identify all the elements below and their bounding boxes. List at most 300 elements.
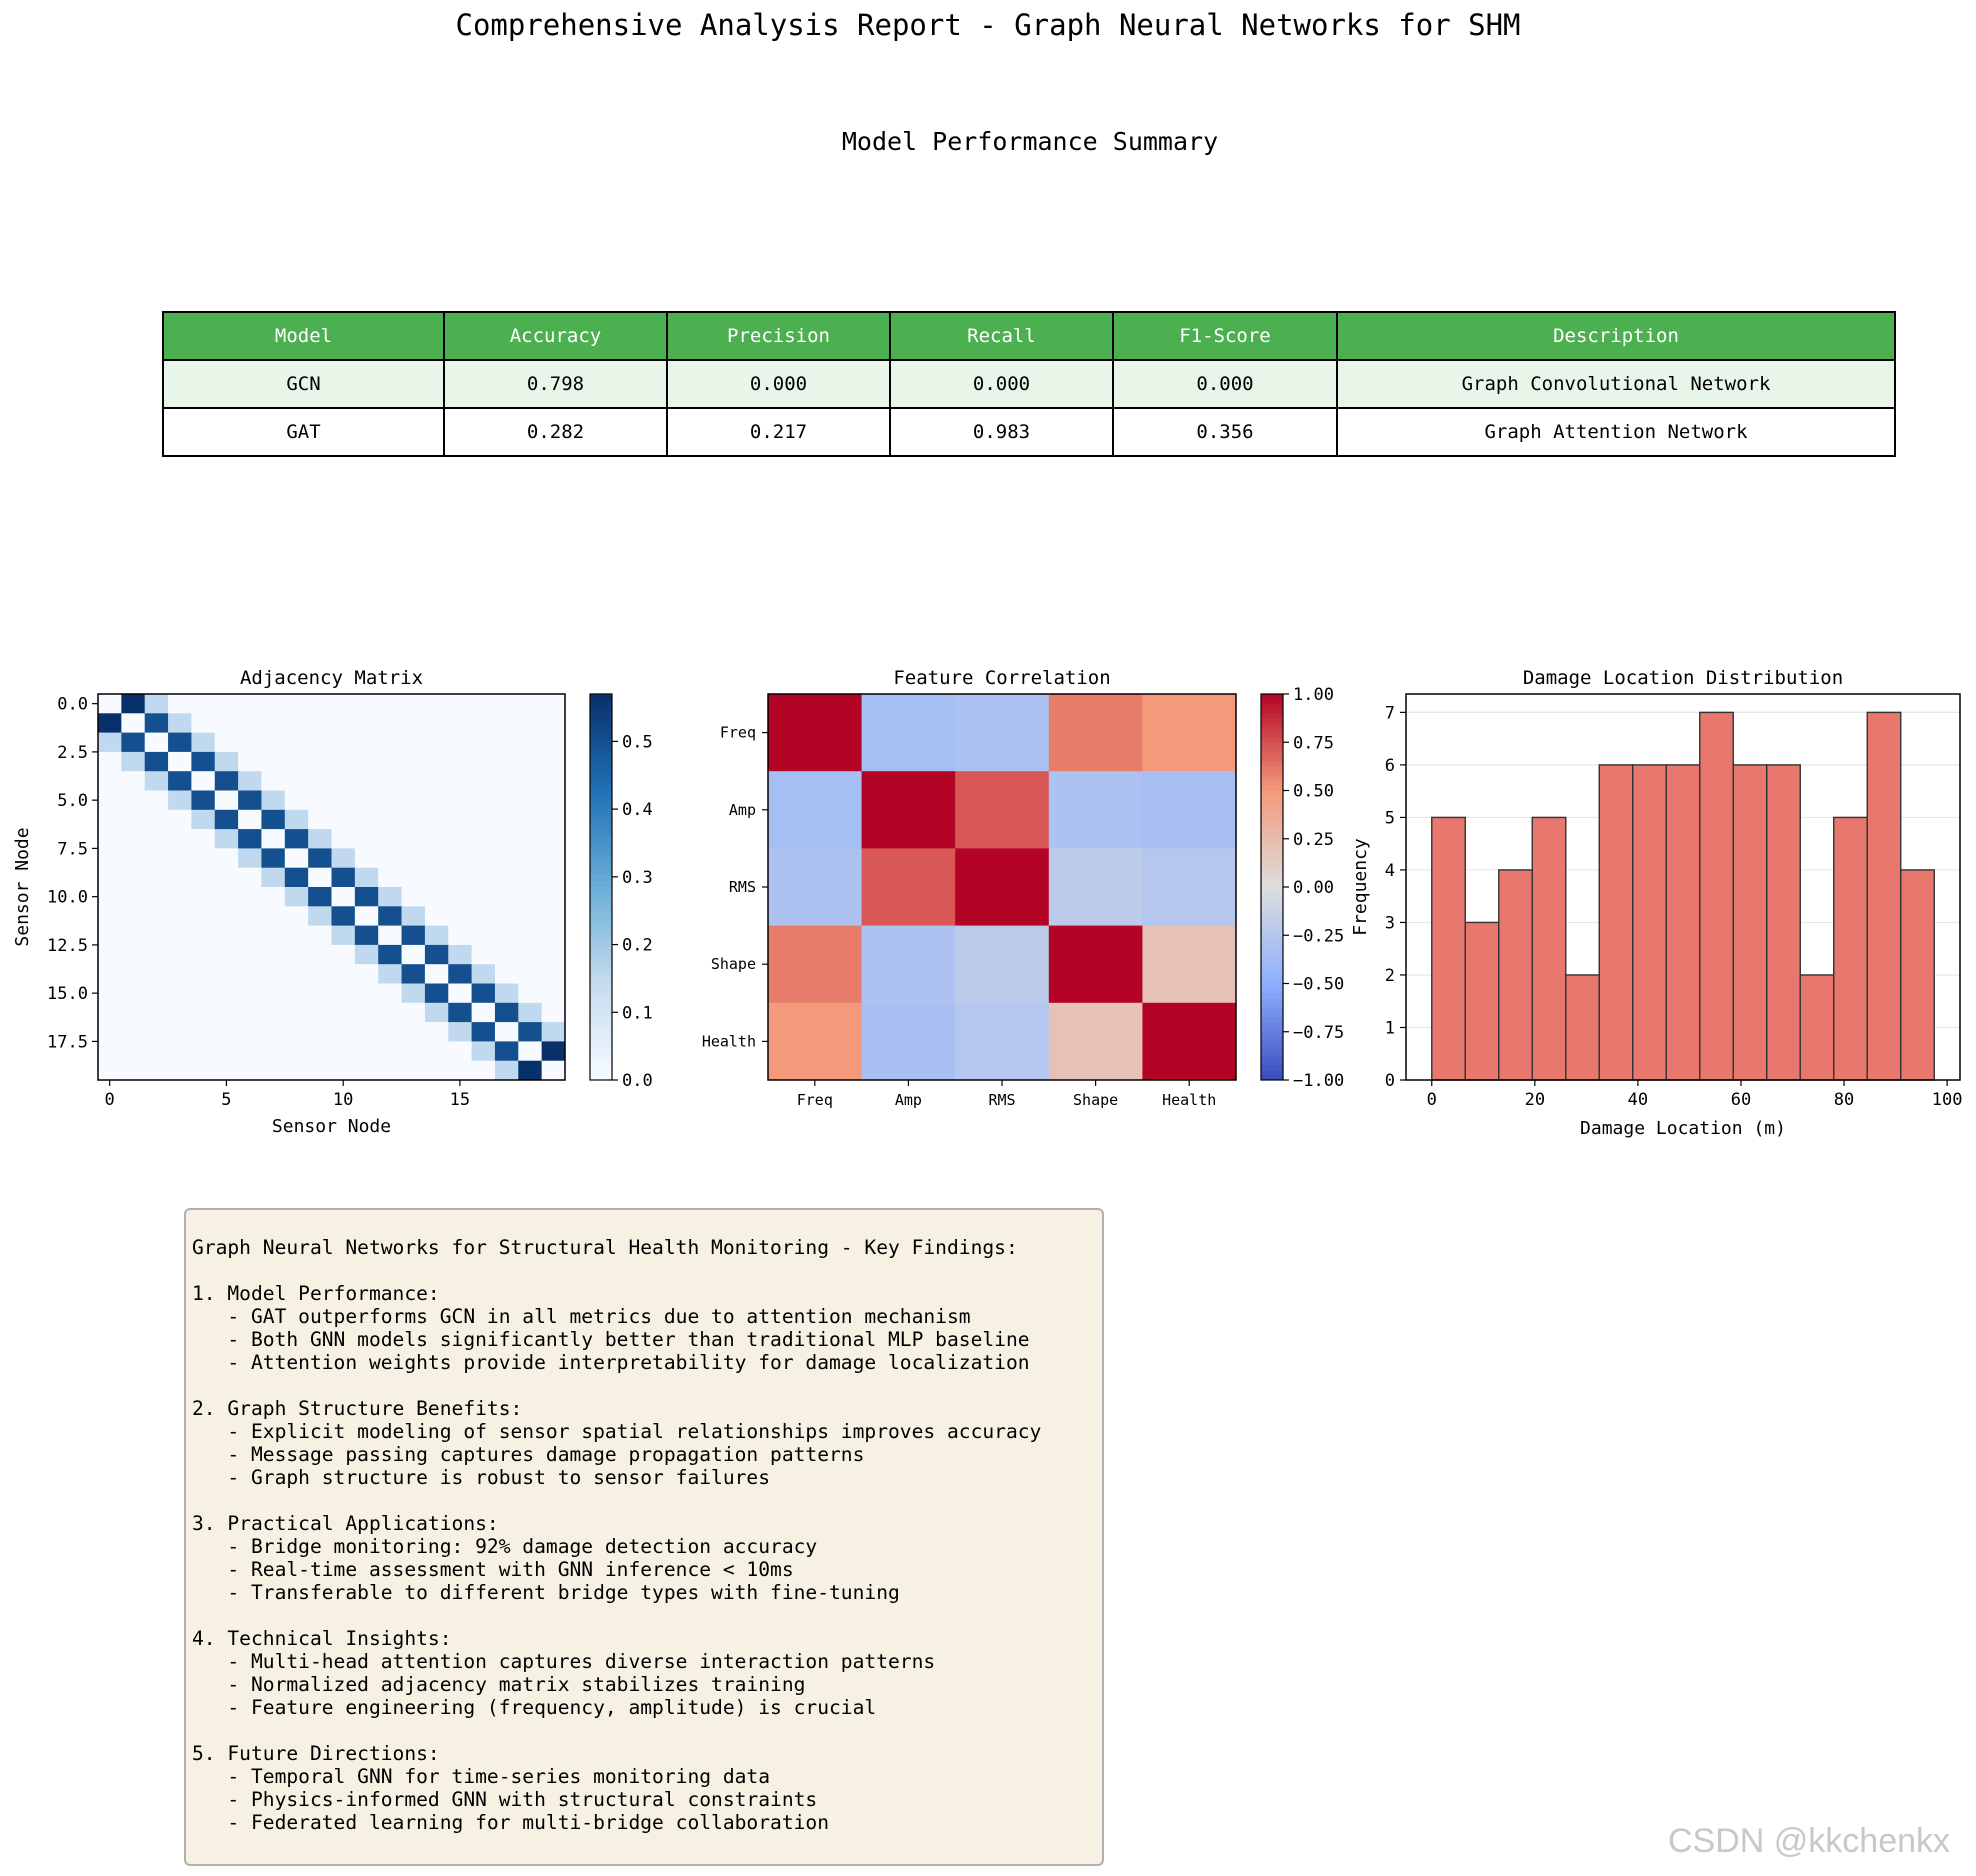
adjacency-cell xyxy=(355,945,379,965)
histogram-x-tick-label: 0 xyxy=(1426,1090,1437,1110)
adjacency-colorbar-segment xyxy=(590,913,612,920)
adjacency-x-label: Sensor Node xyxy=(271,1116,392,1137)
adjacency-cell xyxy=(285,945,309,965)
correlation-cell xyxy=(1142,1003,1236,1081)
adjacency-cell xyxy=(98,791,122,811)
adjacency-cell xyxy=(191,848,215,868)
adjacency-cell xyxy=(472,868,496,888)
adjacency-colorbar-segment xyxy=(590,842,612,849)
adjacency-cell xyxy=(168,1041,192,1061)
correlation-colorbar-segment xyxy=(1261,747,1283,752)
adjacency-cell xyxy=(238,1003,262,1023)
adjacency-colorbar-segment xyxy=(590,932,612,939)
adjacency-cell xyxy=(168,906,192,926)
correlation-cell xyxy=(862,1003,956,1081)
correlation-colorbar-segment xyxy=(1261,1027,1283,1032)
adjacency-cell xyxy=(168,829,192,849)
correlation-colorbar-segment xyxy=(1261,829,1283,834)
adjacency-cell xyxy=(145,848,169,868)
adjacency-cell xyxy=(285,771,309,791)
header-recall: Recall xyxy=(890,312,1113,360)
adjacency-cell xyxy=(168,848,192,868)
adjacency-colorbar-segment xyxy=(590,1003,612,1010)
histogram-x-tick-label: 40 xyxy=(1627,1090,1649,1110)
adjacency-colorbar-segment xyxy=(590,900,612,907)
adjacency-colorbar-segment xyxy=(590,1041,612,1048)
correlation-x-tick-label: Health xyxy=(1162,1091,1217,1109)
histogram-bar xyxy=(1499,870,1532,1080)
correlation-colorbar-segment xyxy=(1261,694,1283,699)
correlation-cell xyxy=(862,771,956,849)
adjacency-cell xyxy=(145,771,169,791)
correlation-colorbar-segment xyxy=(1261,887,1283,892)
correlation-colorbar-segment xyxy=(1261,1066,1283,1071)
histogram-bar xyxy=(1767,765,1800,1080)
correlation-cell xyxy=(1049,771,1143,849)
adjacency-cell xyxy=(355,713,379,733)
adjacency-cell xyxy=(98,771,122,791)
correlation-colorbar-label: −0.50 xyxy=(1293,974,1345,995)
adjacency-cell xyxy=(238,1061,262,1081)
adjacency-colorbar-segment xyxy=(590,1054,612,1061)
adjacency-cell xyxy=(402,906,426,926)
correlation-colorbar-segment xyxy=(1261,737,1283,742)
adjacency-cell xyxy=(332,906,356,926)
adjacency-cell xyxy=(378,1061,402,1081)
correlation-colorbar-segment xyxy=(1261,940,1283,945)
adjacency-cell xyxy=(378,926,402,946)
adjacency-cell xyxy=(285,1003,309,1023)
adjacency-colorbar-segment xyxy=(590,874,612,881)
adjacency-colorbar-segment xyxy=(590,836,612,843)
adjacency-cell xyxy=(355,791,379,811)
correlation-cell xyxy=(955,1003,1049,1081)
adjacency-cell xyxy=(448,771,472,791)
correlation-colorbar-segment xyxy=(1261,959,1283,964)
adjacency-cell xyxy=(402,848,426,868)
adjacency-cell xyxy=(332,1061,356,1081)
adjacency-cell xyxy=(542,964,566,984)
adjacency-colorbar-segment xyxy=(590,938,612,945)
adjacency-cell xyxy=(168,810,192,830)
adjacency-cell xyxy=(332,829,356,849)
adjacency-cell xyxy=(472,1041,496,1061)
adjacency-cell xyxy=(402,829,426,849)
adjacency-colorbar-segment xyxy=(590,726,612,733)
correlation-colorbar-label: 0.25 xyxy=(1293,829,1334,850)
adjacency-colorbar-segment xyxy=(590,861,612,868)
adjacency-cell xyxy=(308,984,332,1004)
adjacency-cell xyxy=(168,1022,192,1042)
adjacency-cell xyxy=(285,1022,309,1042)
adjacency-cell xyxy=(425,984,449,1004)
adjacency-cell xyxy=(285,887,309,907)
adjacency-cell xyxy=(238,926,262,946)
adjacency-cell xyxy=(121,868,145,888)
correlation-colorbar-segment xyxy=(1261,916,1283,921)
histogram-bar xyxy=(1800,975,1833,1080)
adjacency-cell xyxy=(215,1041,239,1061)
adjacency-cell xyxy=(121,752,145,772)
adjacency-cell xyxy=(402,1061,426,1081)
adjacency-colorbar-segment xyxy=(590,848,612,855)
adjacency-cell xyxy=(495,984,519,1004)
adjacency-cell xyxy=(308,926,332,946)
adjacency-cell xyxy=(402,733,426,753)
adjacency-cell xyxy=(472,694,496,714)
adjacency-cell xyxy=(332,868,356,888)
adjacency-cell xyxy=(191,945,215,965)
correlation-colorbar-segment xyxy=(1261,984,1283,989)
adjacency-matrix-chart xyxy=(12,667,653,1137)
adjacency-cell xyxy=(495,1041,519,1061)
correlation-colorbar-segment xyxy=(1261,868,1283,873)
adjacency-colorbar-segment xyxy=(590,707,612,714)
histogram-y-tick-label: 1 xyxy=(1384,1018,1395,1039)
adjacency-colorbar-segment xyxy=(590,810,612,817)
adjacency-cell xyxy=(472,984,496,1004)
adjacency-cell xyxy=(168,964,192,984)
adjacency-cell xyxy=(261,848,285,868)
correlation-cell xyxy=(768,926,862,1004)
correlation-cell xyxy=(1049,1003,1143,1081)
adjacency-cell xyxy=(472,829,496,849)
correlation-x-tick-label: Shape xyxy=(1073,1091,1119,1109)
adjacency-colorbar-segment xyxy=(590,784,612,791)
adjacency-colorbar-segment xyxy=(590,1016,612,1023)
adjacency-cell xyxy=(448,1041,472,1061)
adjacency-cell xyxy=(332,810,356,830)
adjacency-cell xyxy=(425,926,449,946)
adjacency-cell xyxy=(168,1003,192,1023)
adjacency-cell xyxy=(98,848,122,868)
correlation-colorbar-label: −0.75 xyxy=(1293,1022,1345,1043)
adjacency-colorbar-segment xyxy=(590,816,612,823)
correlation-colorbar-segment xyxy=(1261,964,1283,969)
adjacency-cell xyxy=(378,906,402,926)
adjacency-cell xyxy=(402,868,426,888)
adjacency-cell xyxy=(191,713,215,733)
correlation-colorbar-segment xyxy=(1261,824,1283,829)
adjacency-cell xyxy=(402,964,426,984)
adjacency-cell xyxy=(191,829,215,849)
adjacency-colorbar-segment xyxy=(590,926,612,933)
adjacency-cell xyxy=(215,771,239,791)
adjacency-cell xyxy=(448,984,472,1004)
adjacency-cell xyxy=(308,791,332,811)
adjacency-cell xyxy=(378,945,402,965)
histogram-bar xyxy=(1901,870,1934,1080)
adjacency-cell xyxy=(98,810,122,830)
adjacency-cell xyxy=(121,733,145,753)
adjacency-cell xyxy=(518,1061,542,1081)
adjacency-cell xyxy=(448,945,472,965)
adjacency-cell xyxy=(355,887,379,907)
adjacency-cell xyxy=(542,829,566,849)
adjacency-cell xyxy=(518,906,542,926)
adjacency-cell xyxy=(518,984,542,1004)
adjacency-y-tick-label: 0.0 xyxy=(57,694,88,715)
adjacency-cell xyxy=(121,964,145,984)
adjacency-cell xyxy=(542,926,566,946)
correlation-colorbar-segment xyxy=(1261,733,1283,738)
adjacency-colorbar-segment xyxy=(590,739,612,746)
adjacency-cell xyxy=(332,887,356,907)
adjacency-cell xyxy=(355,829,379,849)
adjacency-cell xyxy=(145,694,169,714)
adjacency-cell xyxy=(98,906,122,926)
adjacency-cell xyxy=(542,771,566,791)
adjacency-colorbar-segment xyxy=(590,1022,612,1029)
adjacency-cell xyxy=(145,733,169,753)
correlation-colorbar-segment xyxy=(1261,704,1283,709)
correlation-colorbar-segment xyxy=(1261,935,1283,940)
adjacency-cell xyxy=(355,733,379,753)
adjacency-cell xyxy=(518,945,542,965)
correlation-cell xyxy=(862,926,956,1004)
cell-precision: 0.000 xyxy=(667,360,890,408)
adjacency-cell xyxy=(425,1061,449,1081)
adjacency-cell xyxy=(495,1061,519,1081)
adjacency-cell xyxy=(425,829,449,849)
correlation-y-tick-label: Freq xyxy=(719,723,756,742)
adjacency-cell xyxy=(121,1041,145,1061)
adjacency-cell xyxy=(355,984,379,1004)
histogram-bar xyxy=(1834,817,1867,1080)
adjacency-colorbar-segment xyxy=(590,1067,612,1074)
adjacency-cell xyxy=(98,868,122,888)
adjacency-cell xyxy=(518,964,542,984)
adjacency-colorbar-segment xyxy=(590,1009,612,1016)
correlation-x-tick-label: Amp xyxy=(894,1091,922,1109)
adjacency-cell xyxy=(542,1061,566,1081)
adjacency-cell xyxy=(542,752,566,772)
adjacency-cell xyxy=(261,1003,285,1023)
correlation-colorbar-segment xyxy=(1261,810,1283,815)
cell-recall: 0.983 xyxy=(890,408,1113,456)
adjacency-cell xyxy=(518,887,542,907)
adjacency-cell xyxy=(261,713,285,733)
adjacency-colorbar-segment xyxy=(590,984,612,991)
adjacency-colorbar-segment xyxy=(590,881,612,888)
adjacency-cell xyxy=(402,926,426,946)
adjacency-cell xyxy=(308,771,332,791)
adjacency-cell xyxy=(98,1003,122,1023)
adjacency-cell xyxy=(308,810,332,830)
adjacency-cell xyxy=(285,1041,309,1061)
adjacency-cell xyxy=(495,887,519,907)
adjacency-cell xyxy=(145,752,169,772)
histogram-y-tick-label: 5 xyxy=(1384,808,1395,829)
adjacency-cell xyxy=(332,964,356,984)
adjacency-colorbar-segment xyxy=(590,868,612,875)
adjacency-cell xyxy=(355,1022,379,1042)
adjacency-cell xyxy=(472,887,496,907)
correlation-colorbar-segment xyxy=(1261,1017,1283,1022)
adjacency-cell xyxy=(98,752,122,772)
histogram-bar xyxy=(1733,765,1766,1080)
correlation-colorbar-segment xyxy=(1261,921,1283,926)
adjacency-colorbar-segment xyxy=(590,951,612,958)
adjacency-cell xyxy=(285,1061,309,1081)
adjacency-colorbar-label: 0.2 xyxy=(622,935,653,956)
adjacency-cell xyxy=(472,964,496,984)
adjacency-cell xyxy=(238,945,262,965)
key-findings-text: Graph Neural Networks for Structural Health Monitoring - Key Findings: 1. Model Performance: - GAT outperforms GCN in all metrics due to attention mechanism - Both GNN models significantly better than traditional MLP baseline - Attention weights provide interpretability for damage localization 2. Graph Structure Benefits: - Explicit modeling of sensor spatial relationships improves accuracy - Message passing captures damage propagation patterns - Graph structure is robust to sensor failures 3. Practical Applications: - Bridge monitoring: 92% damage detection accuracy - Real-time assessment with GNN inference < 10ms - Transferable to different bridge types with fine-tuning 4. Technical Insights: - Multi-head attention captures diverse interaction patterns - Normalized adjacency matrix stabilizes training - Feature engineering (frequency, amplitude) is crucial 5. Future Directions: - Temporal GNN for time-series monitoring data - Physics-informed GNN with structural constraints - Federated learning for multi-bridge collaboration xyxy=(192,1236,1042,1834)
adjacency-cell xyxy=(238,964,262,984)
correlation-colorbar-segment xyxy=(1261,800,1283,805)
adjacency-cell xyxy=(402,1041,426,1061)
adjacency-colorbar-segment xyxy=(590,1061,612,1068)
adjacency-cell xyxy=(145,926,169,946)
adjacency-cell xyxy=(121,887,145,907)
correlation-colorbar-segment xyxy=(1261,1061,1283,1066)
adjacency-cell xyxy=(215,887,239,907)
adjacency-cell xyxy=(518,810,542,830)
correlation-colorbar-segment xyxy=(1261,979,1283,984)
adjacency-cell xyxy=(285,713,309,733)
adjacency-cell xyxy=(472,906,496,926)
correlation-colorbar-segment xyxy=(1261,1056,1283,1061)
correlation-cell xyxy=(1142,771,1236,849)
correlation-colorbar-segment xyxy=(1261,805,1283,810)
adjacency-cell xyxy=(285,964,309,984)
cell-recall: 0.000 xyxy=(890,360,1113,408)
correlation-cell xyxy=(768,771,862,849)
adjacency-cell xyxy=(308,868,332,888)
correlation-title: Feature Correlation xyxy=(893,667,1111,689)
adjacency-cell xyxy=(495,964,519,984)
adjacency-cell xyxy=(332,1041,356,1061)
adjacency-cell xyxy=(215,733,239,753)
adjacency-y-tick-label: 2.5 xyxy=(57,742,88,763)
correlation-colorbar-segment xyxy=(1261,906,1283,911)
cell-accuracy: 0.798 xyxy=(444,360,667,408)
adjacency-cell xyxy=(495,694,519,714)
adjacency-cell xyxy=(495,1003,519,1023)
adjacency-colorbar-segment xyxy=(590,700,612,707)
adjacency-cell xyxy=(378,868,402,888)
adjacency-cell xyxy=(425,868,449,888)
adjacency-cell xyxy=(98,1022,122,1042)
adjacency-cell xyxy=(518,926,542,946)
correlation-cell xyxy=(955,771,1049,849)
cell-f1: 0.000 xyxy=(1113,360,1337,408)
header-precision: Precision xyxy=(667,312,890,360)
adjacency-y-tick-label: 7.5 xyxy=(57,839,88,860)
adjacency-cell xyxy=(191,791,215,811)
adjacency-cell xyxy=(191,1022,215,1042)
adjacency-cell xyxy=(448,791,472,811)
adjacency-cell xyxy=(332,771,356,791)
adjacency-colorbar-segment xyxy=(590,758,612,765)
adjacency-cell xyxy=(448,868,472,888)
adjacency-cell xyxy=(98,1061,122,1081)
adjacency-cell xyxy=(495,829,519,849)
adjacency-cell xyxy=(145,810,169,830)
adjacency-cell xyxy=(168,791,192,811)
adjacency-cell xyxy=(332,945,356,965)
adjacency-y-tick-label: 12.5 xyxy=(47,935,88,956)
adjacency-cell xyxy=(238,848,262,868)
histogram-bar xyxy=(1465,922,1498,1080)
correlation-colorbar-segment xyxy=(1261,969,1283,974)
adjacency-cell xyxy=(238,906,262,926)
adjacency-cell xyxy=(495,810,519,830)
adjacency-cell xyxy=(261,926,285,946)
adjacency-colorbar-label: 0.4 xyxy=(622,800,653,821)
adjacency-y-tick-label: 15.0 xyxy=(47,984,88,1005)
histogram-y-tick-label: 6 xyxy=(1384,755,1395,776)
correlation-colorbar-segment xyxy=(1261,1003,1283,1008)
adjacency-cell xyxy=(145,984,169,1004)
adjacency-cell xyxy=(191,810,215,830)
adjacency-cell xyxy=(472,945,496,965)
adjacency-colorbar-segment xyxy=(590,958,612,965)
adjacency-cell xyxy=(191,1041,215,1061)
adjacency-colorbar-label: 0.0 xyxy=(622,1071,653,1091)
adjacency-cell xyxy=(378,694,402,714)
adjacency-cell xyxy=(238,984,262,1004)
histogram-y-tick-label: 3 xyxy=(1384,913,1395,934)
adjacency-cell xyxy=(308,945,332,965)
adjacency-cell xyxy=(191,1003,215,1023)
adjacency-cell xyxy=(355,810,379,830)
adjacency-cell xyxy=(542,1003,566,1023)
adjacency-cell xyxy=(402,1003,426,1023)
histogram-y-tick-label: 2 xyxy=(1384,965,1395,986)
adjacency-cell xyxy=(121,906,145,926)
adjacency-cell xyxy=(448,713,472,733)
correlation-cell xyxy=(955,848,1049,926)
adjacency-cell xyxy=(285,906,309,926)
adjacency-cell xyxy=(98,945,122,965)
correlation-y-tick-label: Amp xyxy=(728,800,756,819)
adjacency-cell xyxy=(448,694,472,714)
adjacency-cell xyxy=(378,848,402,868)
adjacency-colorbar-segment xyxy=(590,971,612,978)
adjacency-cell xyxy=(542,848,566,868)
correlation-colorbar-label: −0.25 xyxy=(1293,926,1345,947)
adjacency-cell xyxy=(98,984,122,1004)
adjacency-cell xyxy=(238,1041,262,1061)
adjacency-cell xyxy=(308,964,332,984)
correlation-colorbar-segment xyxy=(1261,1041,1283,1046)
adjacency-cell xyxy=(495,926,519,946)
adjacency-cell xyxy=(308,733,332,753)
adjacency-cell xyxy=(215,694,239,714)
adjacency-cell xyxy=(495,848,519,868)
adjacency-cell xyxy=(215,1022,239,1042)
adjacency-cell xyxy=(238,1022,262,1042)
adjacency-cell xyxy=(542,984,566,1004)
adjacency-cell xyxy=(168,694,192,714)
adjacency-cell xyxy=(145,791,169,811)
histogram-y-tick-label: 4 xyxy=(1384,860,1395,881)
adjacency-cell xyxy=(425,964,449,984)
feature-correlation-chart xyxy=(702,667,1344,1109)
adjacency-cell xyxy=(518,713,542,733)
adjacency-cell xyxy=(308,1003,332,1023)
correlation-cell xyxy=(955,926,1049,1004)
adjacency-cell xyxy=(261,829,285,849)
adjacency-y-tick-label: 17.5 xyxy=(47,1032,88,1053)
adjacency-cell xyxy=(308,906,332,926)
adjacency-cell xyxy=(121,713,145,733)
adjacency-cell xyxy=(191,771,215,791)
adjacency-cell xyxy=(168,752,192,772)
adjacency-colorbar-segment xyxy=(590,945,612,952)
